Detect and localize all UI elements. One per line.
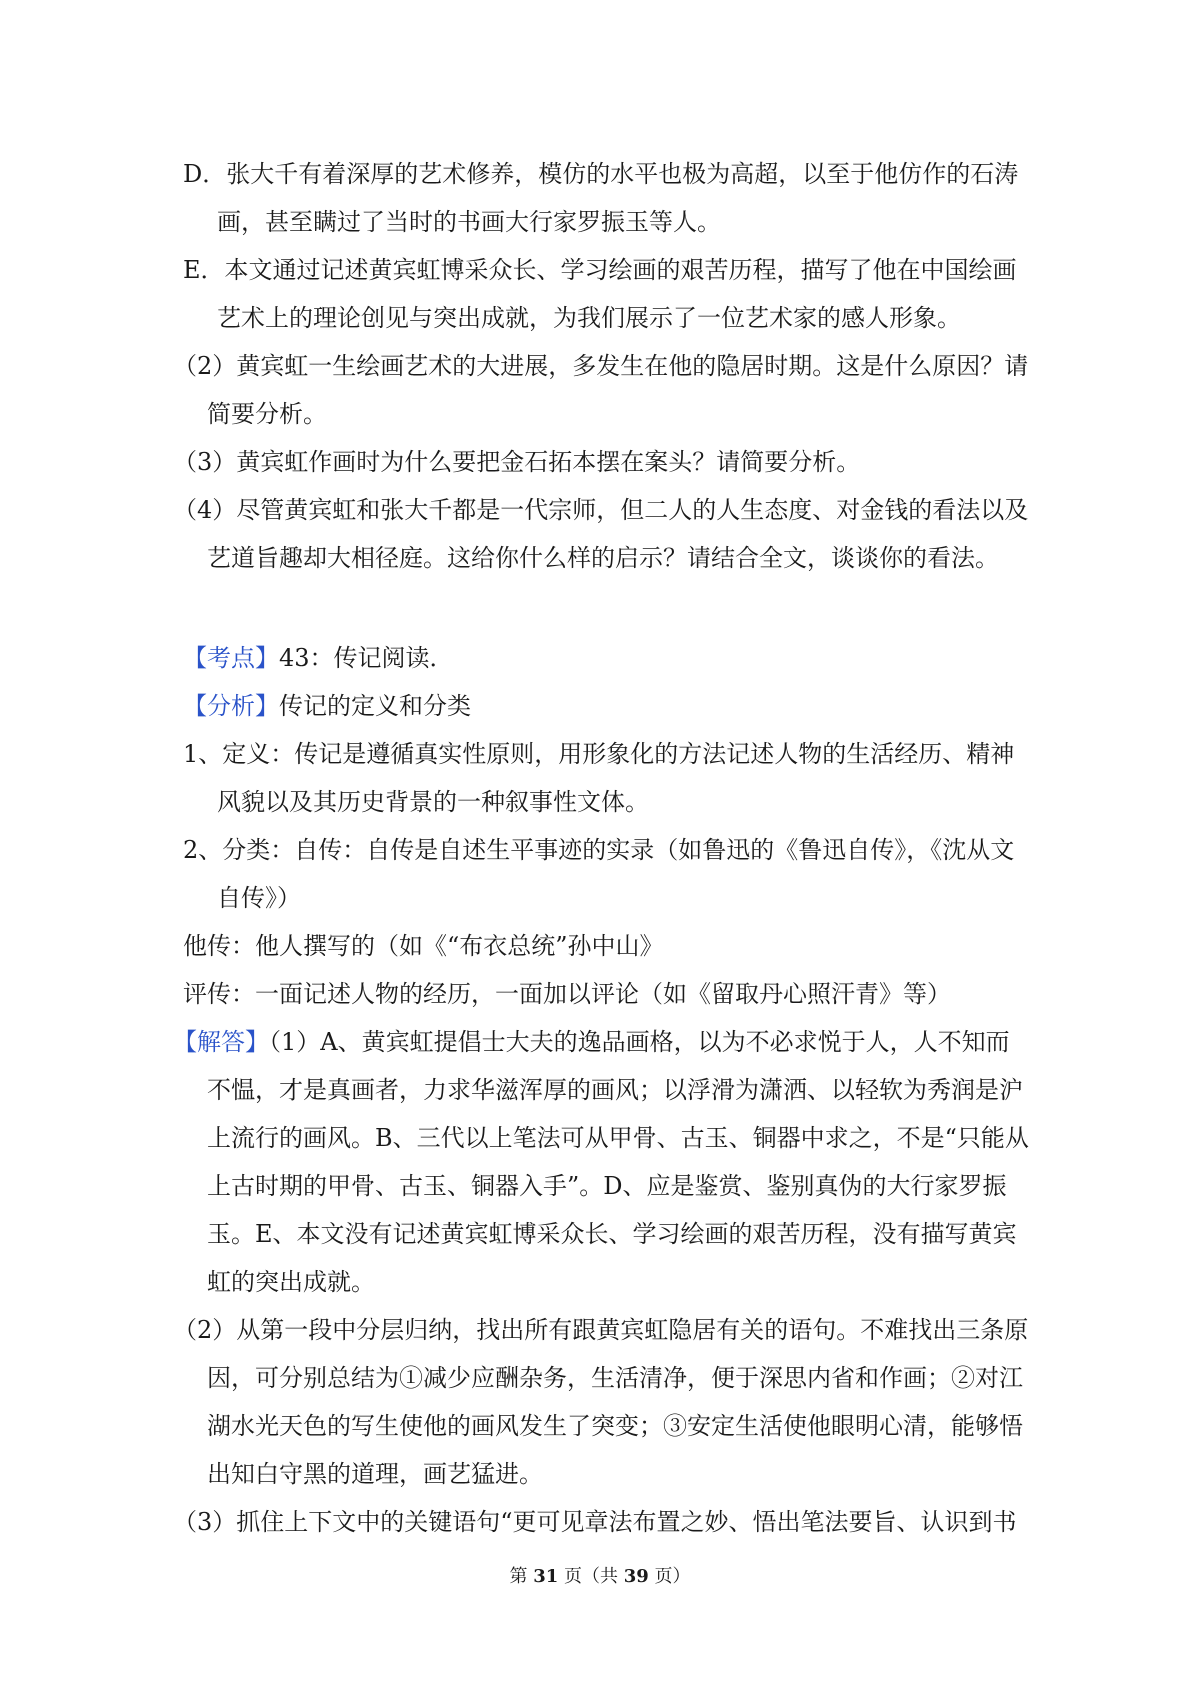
fenxi-tag: 【分析】: [183, 692, 279, 720]
section-gap: [183, 582, 1033, 634]
footer-total-pages: 39: [623, 1566, 649, 1587]
jieda-answer-3: （3）抓住上下文中的关键语句“更可见章法布置之妙、悟出笔法要旨、认识到书: [173, 1508, 1017, 1536]
page-footer: [0, 1562, 1200, 1588]
footer-pre: 第: [509, 1566, 534, 1587]
question-4: （4）尽管黄宾虹和张大千都是一代宗师，但二人的人生态度、对金钱的看法以及艺道旨趣却大相径庭。这给你什么样的启示？请结合全文，谈谈你的看法。: [173, 496, 1029, 572]
footer-post: 页）: [648, 1566, 691, 1587]
footer-mid: 页（共: [558, 1566, 624, 1587]
fenxi-definition: 1、定义：传记是遵循真实性原则，用形象化的方法记述人物的生活经历、精神风貌以及其历史背景的一种叙事性文体。: [183, 740, 1015, 816]
jieda-answer-2: （2）从第一段中分层归纳，找出所有跟黄宾虹隐居有关的语句。不难找出三条原因，可分别总结为①减少应酬杂务，生活清净，便于深思内省和作画；②对江湖水光天色的写生使他的画风发生了突变；③安定生活使他眼明心清，能够悟出知白守黑的道理，画艺猛进。: [173, 1316, 1029, 1488]
question-2: （2）黄宾虹一生绘画艺术的大进展，多发生在他的隐居时期。这是什么原因？请简要分析。: [173, 352, 1029, 428]
page-content: [173, 150, 1033, 1546]
fenxi-text: 传记的定义和分类: [279, 692, 471, 720]
fenxi-line: [183, 682, 1033, 730]
jieda-answer-1: [173, 1018, 1033, 1306]
question-3: （3）黄宾虹作画时为什么要把金石拓本摆在案头？请简要分析。: [173, 448, 861, 476]
kaodian-tag: 【考点】: [183, 644, 279, 672]
answer-1-text: （1）A、黄宾虹提倡士大夫的逸品画格，以为不必求悦于人，人不知而不愠，才是真画者，力求华滋浑厚的画风；以浮滑为潇洒、以轻软为秀润是沪上流行的画风。B、三代以上笔法可从甲骨、古玉、铜器中求之，不是“只能从上古时期的甲骨、古玉、铜器入手”。D、应是鉴赏、鉴别真伪的大行家罗振玉。E、本文没有记述黄宾虹博采众长、学习绘画的艰苦历程，没有描写黄宾虹的突出成就。: [207, 1028, 1029, 1296]
jieda-tag: 【解答】: [173, 1028, 269, 1056]
kaodian-line: [183, 634, 1033, 682]
footer-page-number: 31: [533, 1566, 559, 1587]
kaodian-text: 43：传记阅读．: [279, 644, 454, 672]
fenxi-tazhuan: 他传：他人撰写的（如《“布衣总统”孙中山》: [183, 932, 664, 960]
option-d: D．张大千有着深厚的艺术修养，模仿的水平也极为高超，以至于他仿作的石涛画，甚至瞒过了当时的书画大行家罗振玉等人。: [183, 160, 1019, 236]
fenxi-pingzhuan: 评传：一面记述人物的经历，一面加以评论（如《留取丹心照汗青》等）: [183, 980, 951, 1008]
option-e: E．本文通过记述黄宾虹博采众长、学习绘画的艰苦历程，描写了他在中国绘画艺术上的理论创见与突出成就，为我们展示了一位艺术家的感人形象。: [183, 256, 1017, 332]
fenxi-classification: 2、分类：自传：自传是自述生平事迹的实录（如鲁迅的《鲁迅自传》，《沈从文自传》）: [183, 836, 1015, 912]
